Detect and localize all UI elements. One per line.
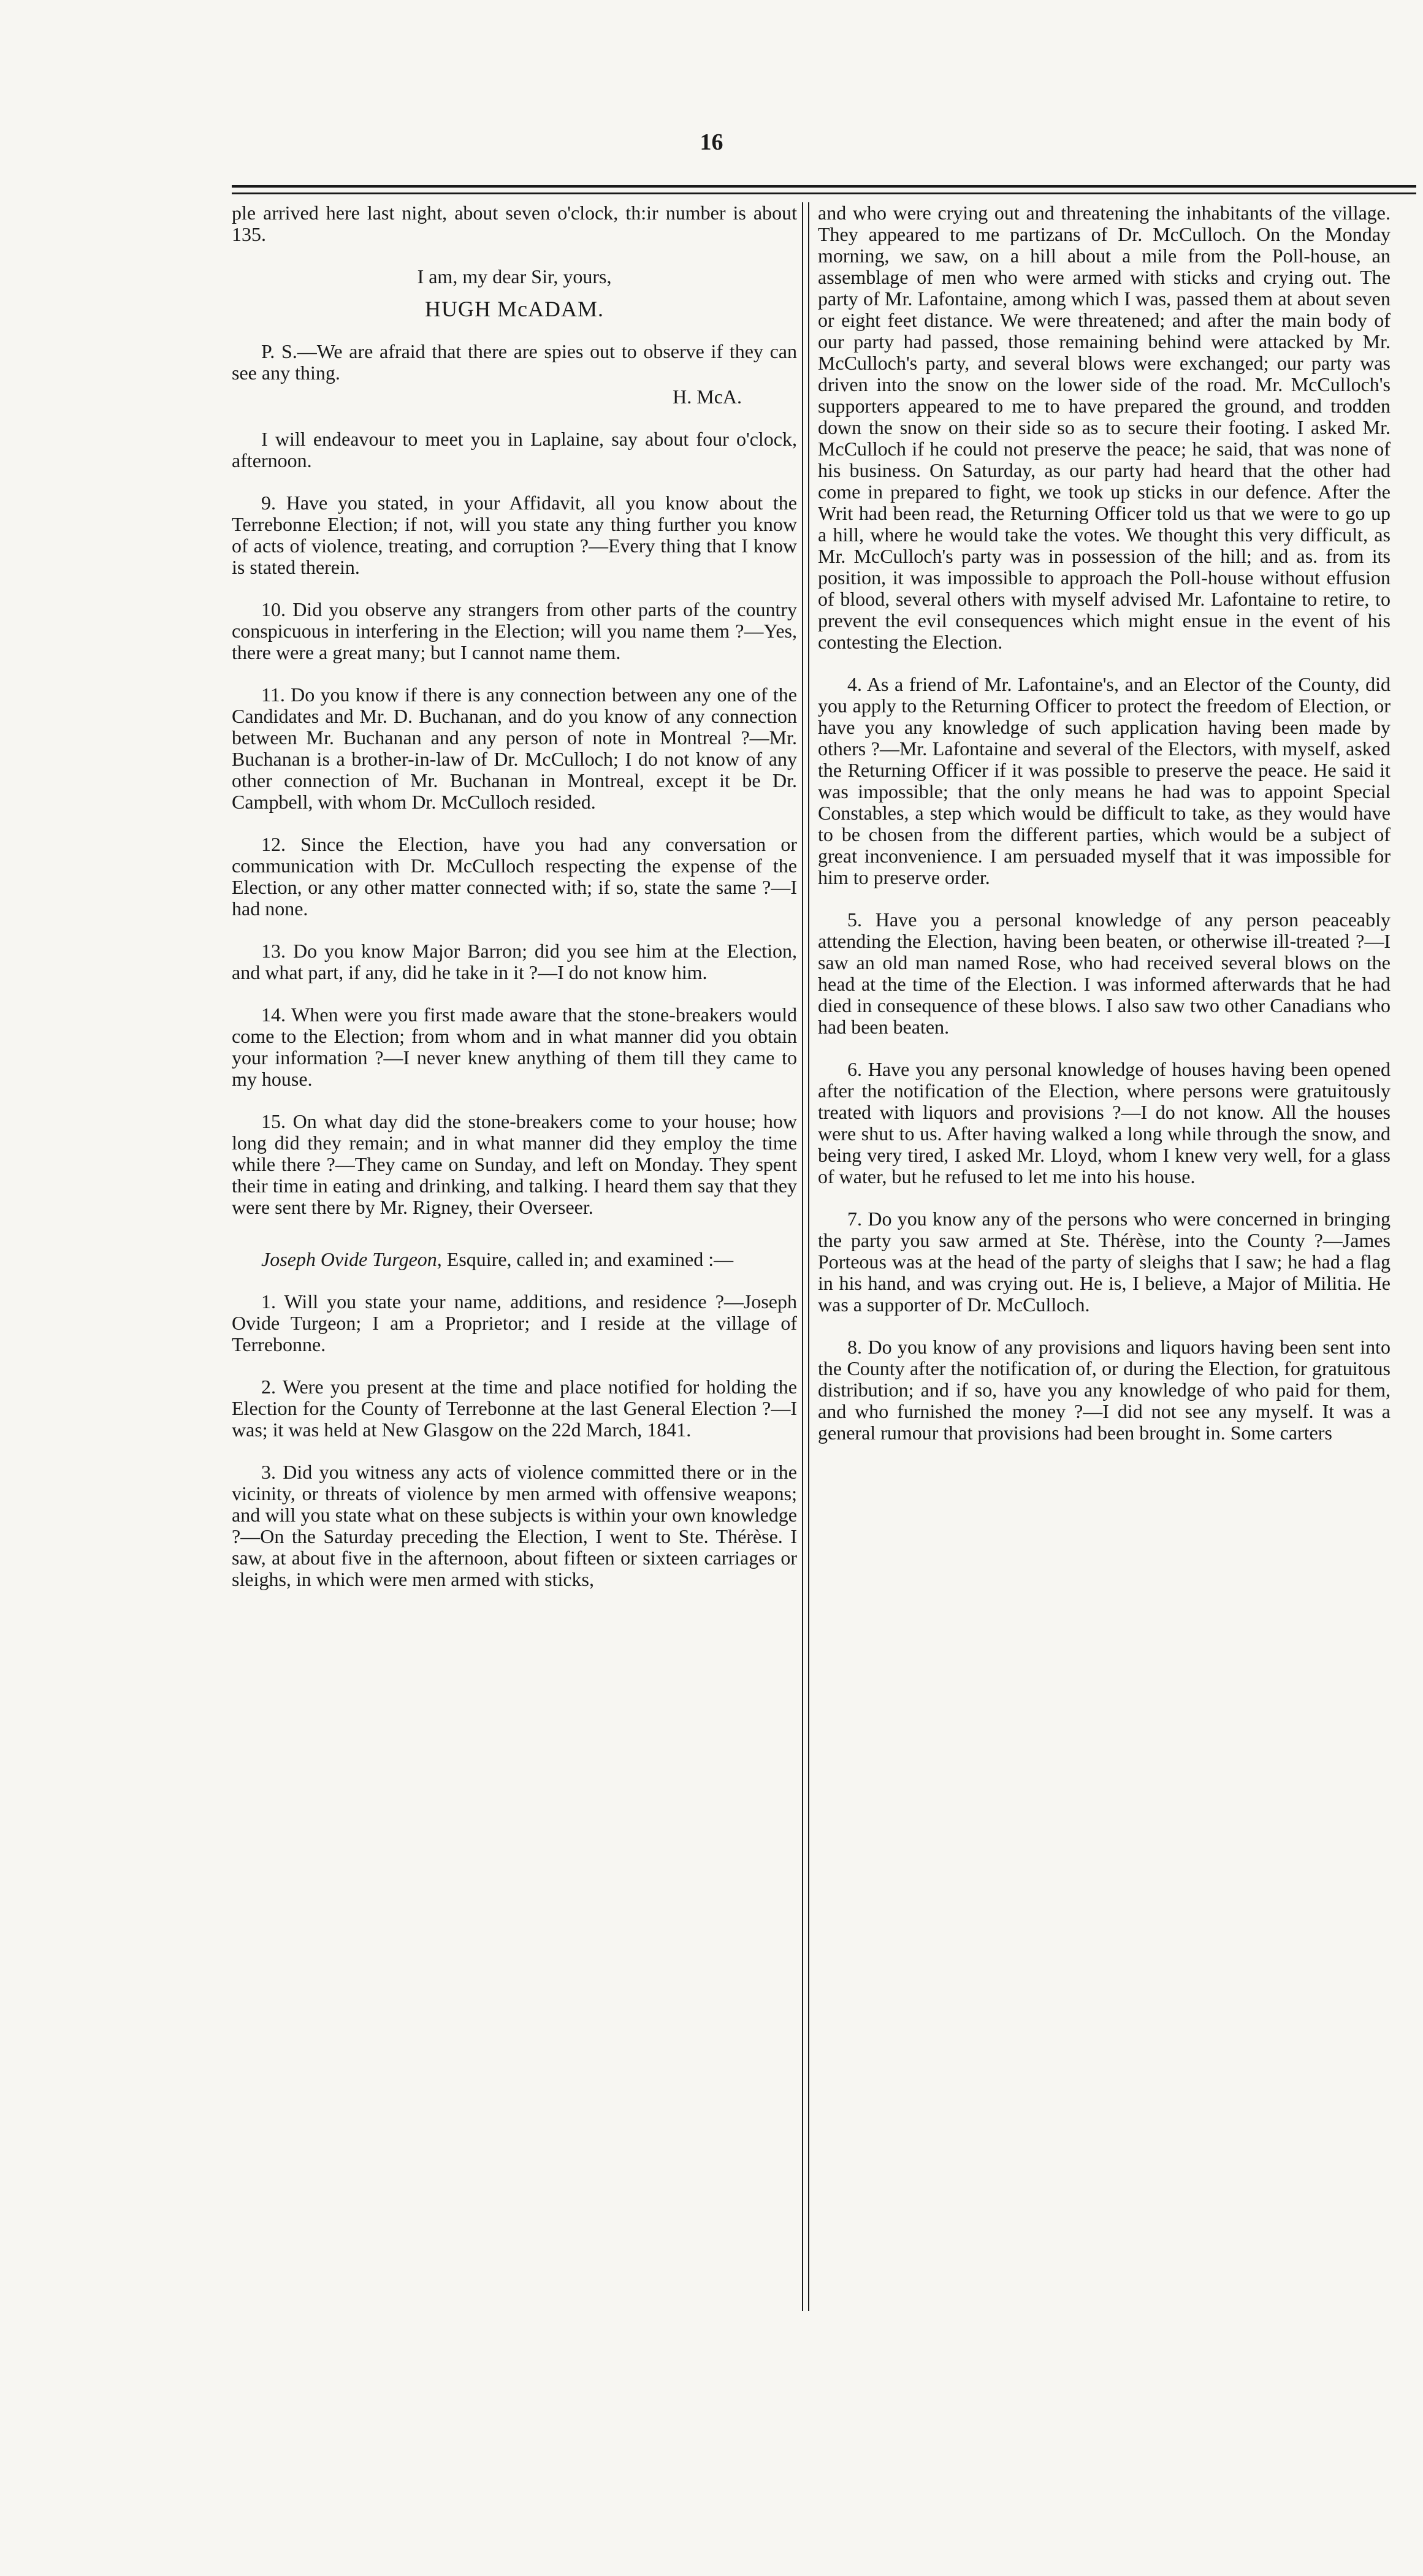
- witness-name: Joseph Ovide Turgeon,: [261, 1248, 442, 1270]
- witness-heading: [232, 1249, 797, 1270]
- turgeon-question-7: 7. Do you know any of the persons who were concerned in bringing the party you saw armed at Ste. Thérèse, into the County ?—James Porteous was at the head of the party of sleighs that I saw; he had a flag in his hand, and was crying out. He is, I believe, a Major of Militia. He was a supporter of Dr. McCulloch.: [818, 1208, 1391, 1316]
- paragraph-continued-right: and who were crying out and threatening the inhabitants of the village. They appeared to me partizans of Dr. McCulloch. On the Monday morning, we saw, on a hill about a mile from the Poll-house, an assemblage of men who were armed with sticks and crying out. The party of Mr. Lafontaine, among which I was, passed them at about seven or eight feet distance. We were threatened; and after the main body of our party had passed, those remaining behind were attacked by Mr. McCulloch's party, and several blows were exchanged; our party was driven into the snow on the lower side of the road. Mr. McCulloch's supporters appeared to me to have prepared the ground, and trodden down the snow on their side so as to secure their footing. I asked Mr. McCulloch if he could not preserve the peace; he said, that was none of his business. On Saturday, as our party had heard that the other had come in prepared to fight, we took up sticks in our defence. After the Writ had been read, the Returning Officer told us that we were to go up a hill, where he would take the votes. We thought this very difficult, as Mr. McCulloch's party was in possession of the hill; and as. from its position, it was impossible to approach the Poll-house without effusion of blood, several others with myself advised Mr. Lafontaine to retire, to prevent the evil consequences which might ensue in the event of his contesting the Election.: [818, 202, 1391, 653]
- question-11: 11. Do you know if there is any connection between any one of the Candidates and Mr. D. Buchanan, and do you know of any connection between Mr. Buchanan and any person of note in Montreal ?—Mr. Buchanan is a brother-in-law of Dr. McCulloch; I do not know of any other connection of Mr. Buchanan in Montreal, except it be Dr. Campbell, with whom Dr. McCulloch resided.: [232, 684, 797, 813]
- turgeon-question-3: 3. Did you witness any acts of violence committed there or in the vicinity, or threats of violence by men armed with offensive weapons; and will you state what on these subjects is within your own knowledge ?—On the Saturday preceding the Election, I went to Ste. Thérèse. I saw, at about five in the afternoon, about fifteen or sixteen carriages or sleighs, in which were men armed with sticks,: [232, 1461, 797, 1590]
- question-12: 12. Since the Election, have you had any conversation or communication with Dr. McCulloch respecting the expense of the Election, or any other matter connected with; if so, state the same ?—I had none.: [232, 833, 797, 920]
- header-rule-top: [232, 185, 1416, 188]
- letter-signature: HUGH McADAM.: [425, 297, 604, 321]
- turgeon-question-2: 2. Were you present at the time and place notified for holding the Election for the County of Terrebonne at the last General Election ?—I was; it was held at New Glasgow on the 22d March, 1841.: [232, 1376, 797, 1441]
- turgeon-question-6: 6. Have you any personal knowledge of houses having been opened after the notification of the Election, where persons were gratuitously treated with liquors and provisions ?—I do not know. All the houses were shut to us. After having walked a long while through the snow, and being very tired, I asked Mr. Lloyd, whom I knew very well, for a glass of water, but he refused to let me into his house.: [818, 1058, 1391, 1187]
- right-column: [818, 202, 1391, 2360]
- column-divider: [802, 202, 809, 2311]
- left-column: [232, 202, 797, 2360]
- turgeon-question-1: 1. Will you state your name, additions, and residence ?—Joseph Ovide Turgeon; I am a Proprietor; and I reside at the village of Terrebonne.: [232, 1290, 797, 1355]
- turgeon-question-5: 5. Have you a personal knowledge of any person peaceably attending the Election, having been beaten, or otherwise ill-treated ?—I saw an old man named Rose, who had received several blows on the head at the time of the Election. I was informed afterwards that he had died in consequence of these blows. I also saw two other Canadians who had been beaten.: [818, 909, 1391, 1038]
- turgeon-question-4: 4. As a friend of Mr. Lafontaine's, and an Elector of the County, did you apply to the Returning Officer to protect the freedom of Election, or have you any knowledge of such application having been made by others ?—Mr. Lafontaine and several of the Electors, with myself, asked the Returning Officer if it was possible to preserve the peace. He said it was impossible; that the only means he had was to appoint Special Constables, a step which would be difficult to take, as they would have to be chosen from the different parties, which would be a subject of great inconvenience. I am persuaded myself that it was impossible for him to preserve order.: [818, 673, 1391, 888]
- question-13: 13. Do you know Major Barron; did you see him at the Election, and what part, if any, did he take in it ?—I do not know him.: [232, 940, 797, 983]
- witness-intro: Esquire, called in; and examined :—: [441, 1248, 734, 1270]
- page-number: 16: [700, 129, 723, 155]
- question-14: 14. When were you first made aware that the stone-breakers would come to the Election; from whom and in what manner did you obtain your information ?—I never knew anything of them till they came to my house.: [232, 1004, 797, 1090]
- postscript-signature: H. McA.: [673, 386, 742, 408]
- header-rule-bottom: [232, 192, 1416, 194]
- letter-closing: I am, my dear Sir, yours,: [417, 265, 612, 288]
- paragraph-meeting: I will endeavour to meet you in Laplaine, say about four o'clock, afternoon.: [232, 428, 797, 471]
- turgeon-question-8: 8. Do you know of any provisions and liquors having been sent into the County after the notification of, or during the Election, for gratuitous distribution; and if so, have you any knowledge of who paid for them, and who furnished the money ?—I did not see any myself. It was a general rumour that provisions had been brought in. Some carters: [818, 1336, 1391, 1444]
- paragraph-continued: ple arrived here last night, about seven o'clock, th:ir number is about 135.: [232, 202, 797, 245]
- question-15: 15. On what day did the stone-breakers come to your house; how long did they remain; and in what manner did they employ the time while there ?—They came on Sunday, and left on Monday. They spent their time in eating and drinking, and talking. I heard them say that they were sent there by Mr. Rigney, their Overseer.: [232, 1110, 797, 1218]
- question-9: 9. Have you stated, in your Affidavit, all you know about the Terrebonne Election; if not, will you state any thing further you know of acts of violence, treating, and corruption ?—Every thing that I know is stated therein.: [232, 492, 797, 578]
- question-10: 10. Did you observe any strangers from other parts of the country conspicuous in interfering in the Election; will you name them ?—Yes, there were a great many; but I cannot name them.: [232, 598, 797, 663]
- postscript: P. S.—We are afraid that there are spies out to observe if they can see any thing.: [232, 340, 797, 384]
